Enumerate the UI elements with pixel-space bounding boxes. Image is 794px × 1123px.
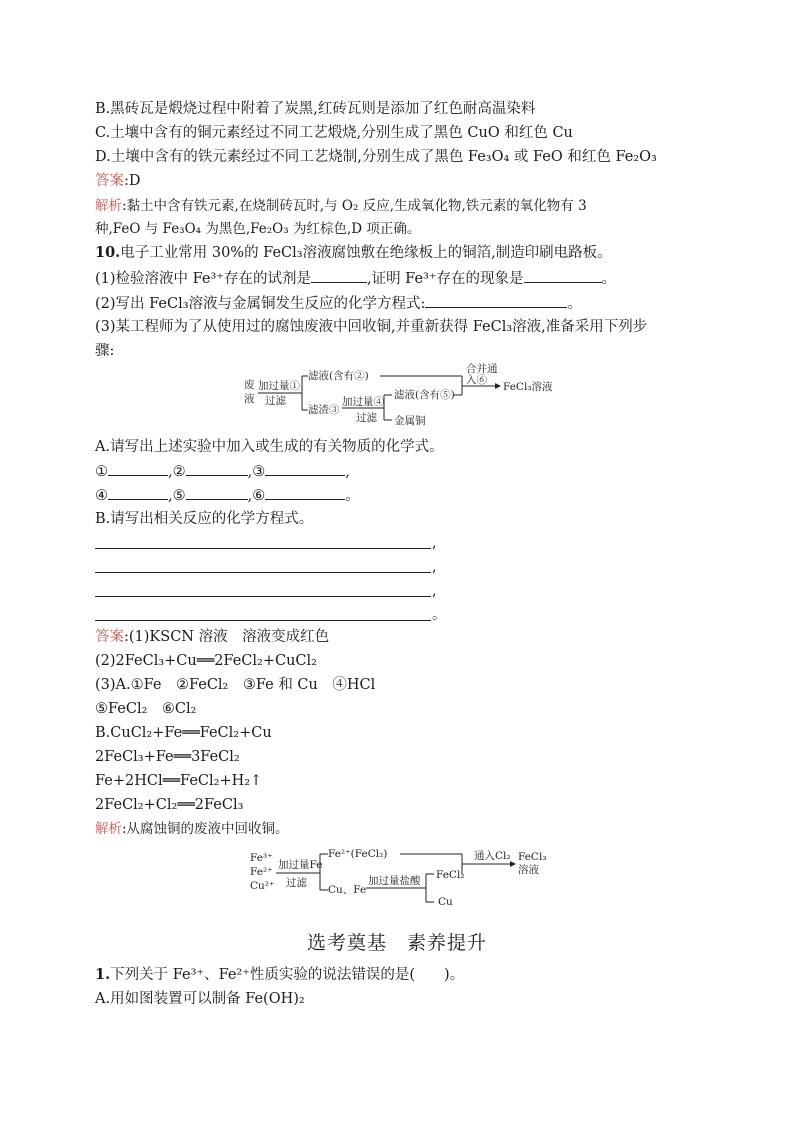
label-2: ,② bbox=[168, 464, 186, 480]
row-end: 。 bbox=[345, 488, 360, 504]
question-1-option-a: A.用如图装置可以制备 Fe(OH)₂ bbox=[95, 991, 305, 1007]
answer-blank[interactable] bbox=[265, 485, 345, 500]
filter-label: 过滤 bbox=[286, 877, 307, 889]
question-text: 电子工业常用 30%的 FeCl₃溶液腐蚀敷在绝缘板上的铜箔,制造印刷电路板。 bbox=[120, 245, 612, 261]
option-c: C.土壤中含有的铜元素经过不同工艺煅烧,分别生成了黑色 CuO 和红色 Cu bbox=[95, 125, 573, 141]
question-10-part-2 bbox=[95, 293, 582, 314]
combine-label: 合并通 bbox=[466, 363, 498, 375]
fecl2-label: FeCl₂ bbox=[436, 869, 465, 881]
add-reagent-1: 加过量① bbox=[258, 380, 300, 392]
label-3: ,③ bbox=[247, 464, 266, 480]
cu-label: Cu bbox=[438, 896, 453, 908]
add-reagent-4: 加过量④ bbox=[342, 396, 384, 408]
explanation-line-3 bbox=[95, 819, 289, 839]
answer-blank[interactable] bbox=[524, 268, 602, 283]
equation-blank[interactable] bbox=[95, 596, 431, 597]
answer-line-3: (3)A.①Fe ②FeCl₂ ③Fe 和 Cu ④HCl bbox=[95, 677, 376, 693]
process-flow-diagram bbox=[240, 362, 580, 426]
recovery-flow-diagram bbox=[248, 844, 558, 910]
question-number: 1. bbox=[95, 966, 111, 983]
add-hcl-label: 加过量盐酸 bbox=[368, 875, 421, 887]
filter-1: 过滤 bbox=[265, 395, 286, 407]
answer-line-7: Fe+2HCl══FeCl₂+H₂↑ bbox=[95, 773, 263, 789]
explanation-line-1 bbox=[95, 196, 587, 216]
answer-blank[interactable] bbox=[108, 485, 168, 500]
question-10-part-3-cont: 骤: bbox=[95, 343, 115, 359]
equation-blank[interactable] bbox=[95, 620, 431, 621]
explanation-label: 解析 bbox=[95, 198, 122, 214]
answer-line-4: ⑤FeCl₂ ⑥Cl₂ bbox=[95, 701, 197, 717]
equation-end: , bbox=[432, 583, 437, 599]
question-10-part-1 bbox=[95, 268, 616, 289]
explanation-label: 解析 bbox=[95, 821, 122, 837]
option-b: B.黑砖瓦是煅烧过程中附着了炭黑,红砖瓦则是添加了红色耐高温染料 bbox=[95, 101, 536, 117]
question-1 bbox=[95, 965, 464, 985]
fe2-fecl2: Fe²⁺(FeCl₂) bbox=[328, 848, 388, 860]
explanation-line-2: 种,FeO 与 Fe₃O₄ 为黑色,Fe₂O₃ 为红棕色,D 项正确。 bbox=[95, 221, 421, 237]
explanation-text: :黏土中含有铁元素,在烧制砖瓦时,与 O₂ 反应,生成氧化物,铁元素的氧化物有 3 bbox=[122, 198, 587, 214]
q10-2-end: 。 bbox=[567, 296, 582, 312]
blank-row-2 bbox=[95, 485, 360, 506]
answer-line-6: 2FeCl₃+Fe══3FeCl₂ bbox=[95, 749, 240, 765]
answer-label: 答案 bbox=[95, 629, 124, 645]
explanation-text: :从腐蚀铜的废液中回收铜。 bbox=[122, 821, 289, 837]
solution-label: 溶液 bbox=[518, 864, 539, 876]
answer-line-8: 2FeCl₂+Cl₂══2FeCl₃ bbox=[95, 797, 244, 813]
question-text: 下列关于 Fe³⁺、Fe²⁺性质实验的说法错误的是( )。 bbox=[110, 967, 465, 983]
section-heading: 选考奠基 素养提升 bbox=[306, 932, 487, 954]
equation-blank[interactable] bbox=[95, 548, 431, 549]
row-end: , bbox=[345, 464, 350, 480]
product-label: FeCl₃溶液 bbox=[503, 381, 553, 393]
waste-label-2: 液 bbox=[244, 393, 255, 405]
ion-cu2: Cu²⁺ bbox=[250, 880, 275, 892]
sub-question-a: A.请写出上述实验中加入或生成的有关物质的化学式。 bbox=[95, 439, 444, 455]
label-5: ,⑤ bbox=[168, 488, 186, 504]
answer-label: 答案 bbox=[95, 173, 124, 189]
question-10 bbox=[95, 243, 612, 263]
equation-end: , bbox=[432, 559, 437, 575]
answer-line bbox=[95, 171, 141, 191]
cu-fe: Cu、Fe bbox=[328, 884, 367, 896]
label-1: ① bbox=[95, 464, 108, 480]
answer-blank[interactable] bbox=[425, 293, 567, 308]
ion-fe3: Fe³⁺ bbox=[250, 852, 273, 864]
filtrate-box: 滤液(含有②) bbox=[308, 370, 369, 382]
q10-1-text-2: ,证明 Fe³⁺存在的现象是 bbox=[366, 271, 524, 287]
label-6: ,⑥ bbox=[247, 488, 266, 504]
question-number: 10. bbox=[95, 244, 121, 261]
equation-blank[interactable] bbox=[95, 572, 431, 573]
answer-blank[interactable] bbox=[108, 461, 168, 476]
copper-box: 金属铜 bbox=[394, 415, 426, 426]
residue-box: 滤渣③ bbox=[308, 404, 340, 416]
waste-label: 废 bbox=[244, 379, 255, 391]
answer-line-2: (2)2FeCl₃+Cu══2FeCl₂+CuCl₂ bbox=[95, 653, 317, 669]
answer-value: :D bbox=[124, 173, 141, 189]
answer-line-5: B.CuCl₂+Fe══FeCl₂+Cu bbox=[95, 725, 272, 741]
blank-row-1 bbox=[95, 461, 350, 482]
answer-blank[interactable] bbox=[186, 461, 248, 476]
answer-text: :(1)KSCN 溶液 溶液变成红色 bbox=[124, 629, 330, 645]
answer-line-1 bbox=[95, 627, 329, 647]
equation-end: , bbox=[432, 535, 437, 551]
sub-question-b: B.请写出相关反应的化学方程式。 bbox=[95, 511, 314, 527]
ion-fe2: Fe²⁺ bbox=[250, 866, 273, 878]
fecl3-label: FeCl₃ bbox=[518, 851, 547, 863]
label-4: ④ bbox=[95, 488, 108, 504]
answer-blank[interactable] bbox=[311, 268, 367, 283]
filter-2: 过滤 bbox=[356, 412, 377, 424]
q10-2-text: (2)写出 FeCl₃溶液与金属铜发生反应的化学方程式: bbox=[95, 296, 426, 312]
answer-blank[interactable] bbox=[186, 485, 248, 500]
cl2-label: 通入Cl₂ bbox=[474, 850, 511, 862]
q10-1-end: 。 bbox=[601, 271, 617, 287]
answer-blank[interactable] bbox=[265, 461, 345, 476]
question-10-part-3: (3)某工程师为了从使用过的腐蚀废液中回收铜,并重新获得 FeCl₃溶液,准备采用下列步 bbox=[95, 319, 648, 335]
option-d: D.土壤中含有的铁元素经过不同工艺烧制,分别生成了黑色 Fe₃O₄ 或 FeO 和红色 Fe₂O₃ bbox=[95, 149, 657, 165]
filtrate-2-box: 滤液(含有⑤) bbox=[394, 389, 455, 401]
q10-1-text: (1)检验溶液中 Fe³⁺存在的试剂是 bbox=[95, 271, 311, 287]
add-fe-label: 加过量Fe bbox=[278, 859, 323, 871]
combine-label-2: 入⑥ bbox=[466, 374, 487, 386]
equation-end: 。 bbox=[432, 607, 447, 623]
